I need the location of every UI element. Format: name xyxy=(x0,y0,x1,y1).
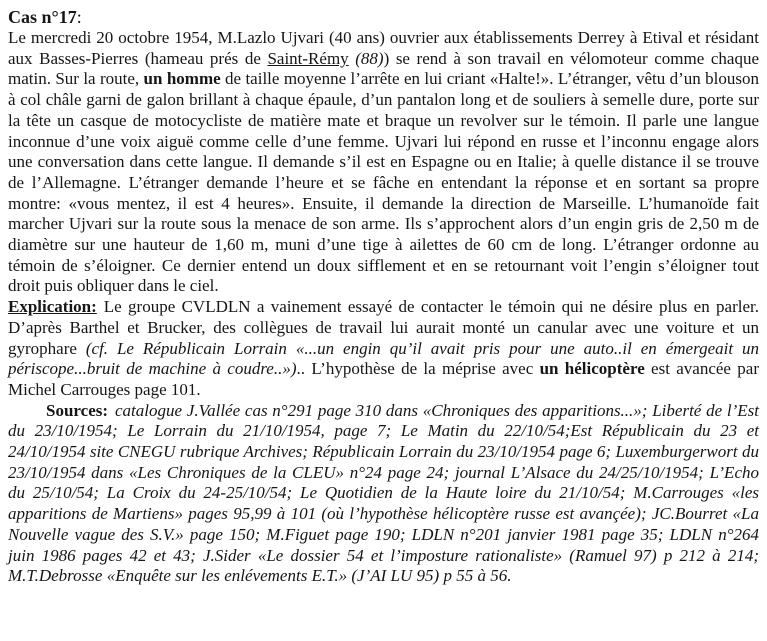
case-narrative-paragraph xyxy=(8,28,759,297)
bold-helicoptere: un hélicoptère xyxy=(539,359,645,379)
narrative-text-3: de taille moyenne l’arrête en lui criant «Halte!». L’étranger, vêtu d’un blouson à col châle garni de galon brillant à chaque épaule, d’un pantalon long et de souliers à semelle dure, porte sur la tête un casque de motocycliste de matière mate et braque un revolver sur le témoin. Il parle une langue inconnue d’une voix aiguë comme celle d’une femme. Ujvari lui répond en russe et l’inconnu engage alors une conversation dans cette langue. Il demande s’il est en Espagne ou en Italie; à quelle distance il se trouve de l’Allemagne. L’étranger demande l’heure et se fâche en entendant la réponse et en sortant sa propre montre: «vous mentez, il est 4 heures». Ensuite, il demande la direction de Marseille. L’humanoïde fait marcher Ujvari sur la route sous la menace de son arme. Ils s’approchent alors d’un engin gris de 2,50 m de diamètre sur une hauteur de 1,60 m, muni d’une tige à ailettes de 60 cm de long. L’étranger ordonne au témoin de s’éloigner. Ce dernier entend un doux sifflement et en se retournant voit l’engin s’éloigner tout droit puis obliquer dans le ciel. xyxy=(8,69,760,296)
explication-text-3: est avancée par Michel Carrouges page 101. xyxy=(8,359,759,399)
place-name-underlined: Saint-Rémy xyxy=(267,48,349,68)
explication-heading: Explication: xyxy=(8,297,97,317)
sources-heading: Sources: xyxy=(46,400,109,420)
department-number: (88) xyxy=(348,48,384,68)
narrative-text-1: Le mercredi 20 octobre 1954, M.Lazlo Ujvari (40 ans) ouvrier aux établissements Derrey à Etival et résidant aux Basses-Pierres (hameau prés de xyxy=(8,28,759,68)
case-title-colon: : xyxy=(76,7,82,27)
bold-un-homme: un homme xyxy=(143,69,221,89)
newspaper-citation-italic: (cf. Le Républicain Lorrain «...un engin qu’il avait pris pour une auto..il en émergeait un périscope...bruit de machine à coudre..») xyxy=(8,338,759,379)
explication-paragraph xyxy=(8,297,759,401)
narrative-text-2: ) se rend à son travail en vélomoteur comme chaque matin. Sur la route, xyxy=(8,48,759,89)
sources-paragraph xyxy=(8,401,759,587)
case-title-text: Cas n°17 xyxy=(8,7,77,27)
explication-text-2: .. L’hypothèse de la méprise avec xyxy=(296,359,540,379)
explication-text-1: Le groupe CVLDLN a vainement essayé de contacter le témoin qui ne désire plus en parler. D’après Barthel et Brucker, des collègues de travail lui aurait monté un canular avec une voiture et un gyrophare xyxy=(8,297,759,358)
sources-list-text: catalogue J.Vallée cas n°291 page 310 dans «Chroniques des apparitions...»; Liberté de l’Est du 23/10/1954; Le Lorrain du 21/10/1954, page 7; Le Matin du 22/10/54;Est Républicain du 23 et 24/10/1954 site CNEGU rubrique Archives; Républicain Lorrain du 23/10/1954 page 6; Luxemburgerwort du 23/10/1954 dans «Les Chroniques de la CLEU» n°24 page 24; journal L’Alsace du 24/25/10/1954; L’Echo du 25/10/54; La Croix du 24-25/10/54; Le Quotidien de la Haute loire du 21/10/54; M.Carrouges «les apparitions de Martiens» pages 95,99 à 101 (où l’hypothèse hélicoptère russe est avançée); JC.Bourret «La Nouvelle vague des S.V.» page 150; M.Figuet page 190; LDLN n°201 janvier 1981 page 35; LDLN n°264 juin 1986 pages 42 et 43; J.Sider «Le dossier 54 et l’imposture rationaliste» (Ramuel 97) p 212 à 214; M.T.Debrosse «Enquête sur les enlévements E.T.» (J’AI LU 95) p 55 à 56. xyxy=(8,400,759,586)
case-title xyxy=(8,7,759,28)
